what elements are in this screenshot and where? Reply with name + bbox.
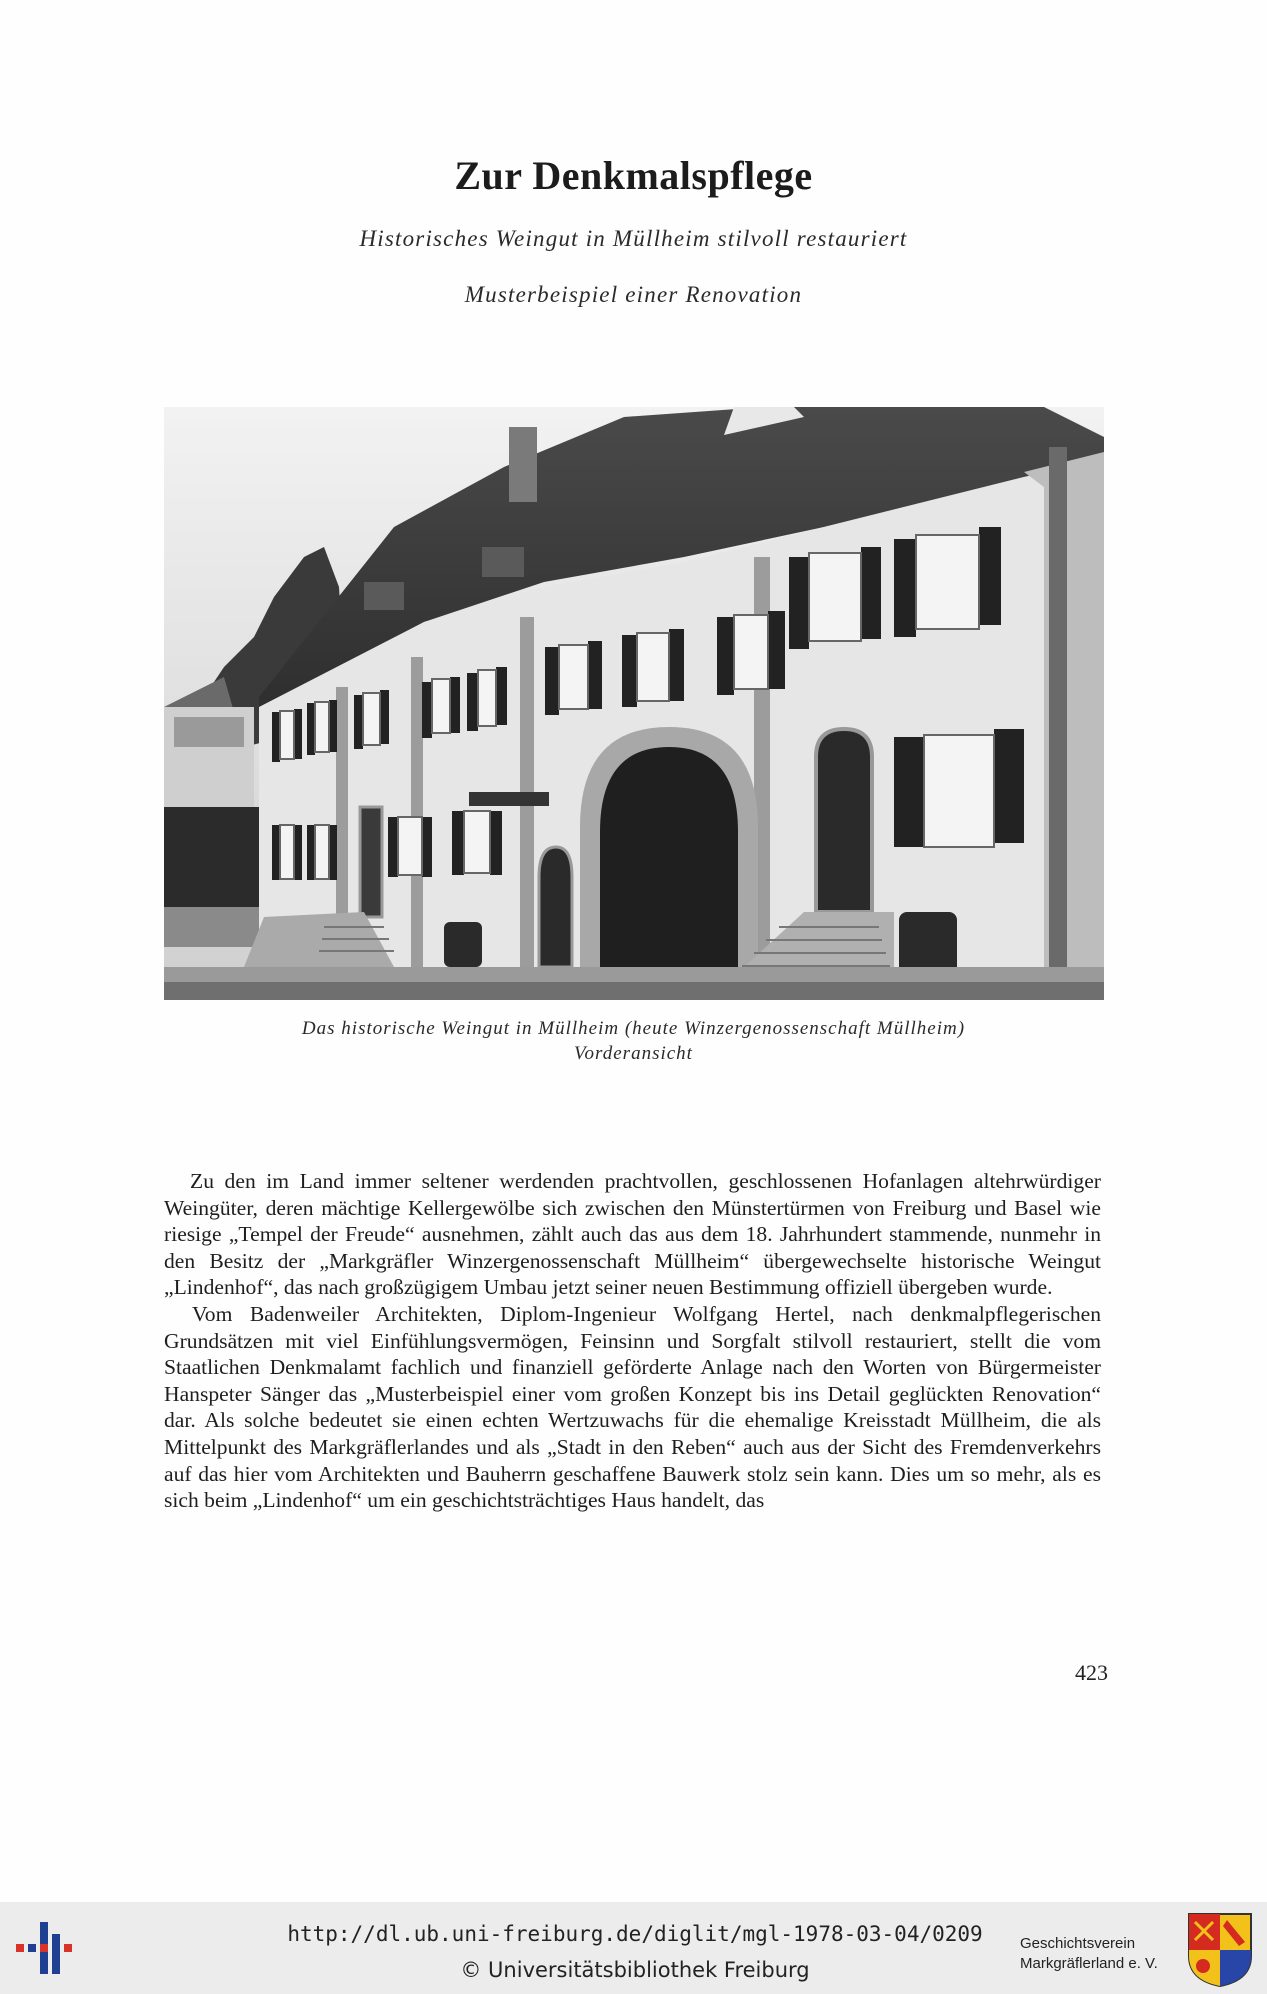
article-subtitle-2: Musterbeispiel einer Renovation [464, 282, 803, 307]
footer-bar [0, 1902, 1267, 1994]
society-name [1020, 1934, 1180, 1974]
society-crest-icon [1187, 1912, 1253, 1988]
figure-caption-line-2: Vorderansicht [574, 1043, 693, 1064]
body-paragraph-2: Vom Badenweiler Architekten, Diplom-Ingenieur Wolfgang Hertel, nach denkmalpflegerischen Grundsätzen mit viel Einfühlungsvermögen, Feinsinn und Sorgfalt stilvoll restauriert, stellt die vom Staatlichen Denkmalamt fachlich und finanziell geförderte Anlage nach den Worten von Bürgermeister Hanspeter Sänger das „Musterbeispiel einer vom großen Konzept bis ins Detail geglückten Renovation“ dar. Als solche bedeutet sie einen echten Wertzuwachs für die ehemalige Kreisstadt Müllheim, die als Mittelpunkt des Markgräflerlandes und als „Stadt in den Reben“ auch aus der Sicht des Fremdenverkehrs auf das hier vom Architekten und Bauherrn geschaffene Bauwerk stolz sein kann. Dies um so mehr, als es sich beim „Lindenhof“ um ein geschichtsträchtiges Haus handelt, das [164, 1301, 1101, 1513]
page-number: 423 [1075, 1660, 1108, 1685]
article-subtitle-1: Historisches Weingut in Müllheim stilvoll restauriert [359, 226, 908, 251]
body-paragraph-1: Zu den im Land immer seltener werdenden prachtvollen, geschlossenen Hofanlagen altehrwürdiger Weingüter, deren mächtige Kellergewölbe sich zwischen den Münstertürmen von Freiburg und Basel wie riesige „Tempel der Freude“ ausnehmen, zählt auch das aus dem 18. Jahrhundert stammende, nunmehr in den Besitz der „Markgräfler Winzergenossenschaft Müllheim“ übergewechselte historische Weingut „Lindenhof“, das nach großzügigem Umbau jetzt seiner neuen Bestimmung offiziell übergeben wurde. [164, 1169, 1101, 1300]
society-name-line-1: Geschichtsverein [1020, 1935, 1136, 1952]
society-name-line-2: Markgräflerland e. V. [1020, 1955, 1158, 1972]
footer-url-link[interactable]: http://dl.ub.uni-freiburg.de/diglit/mgl-1978-03-04/0209 [287, 1922, 983, 1946]
figure-caption-line-1: Das historische Weingut in Müllheim (heute Winzergenossenschaft Müllheim) [301, 1018, 966, 1039]
ub-freiburg-logo-icon[interactable] [16, 1918, 80, 1978]
footer-copyright: © Universitätsbibliothek Freiburg [460, 1958, 810, 1982]
article-body [164, 1168, 1101, 1514]
building-photo [164, 407, 1104, 1000]
article-title: Zur Denkmalspflege [454, 153, 813, 198]
